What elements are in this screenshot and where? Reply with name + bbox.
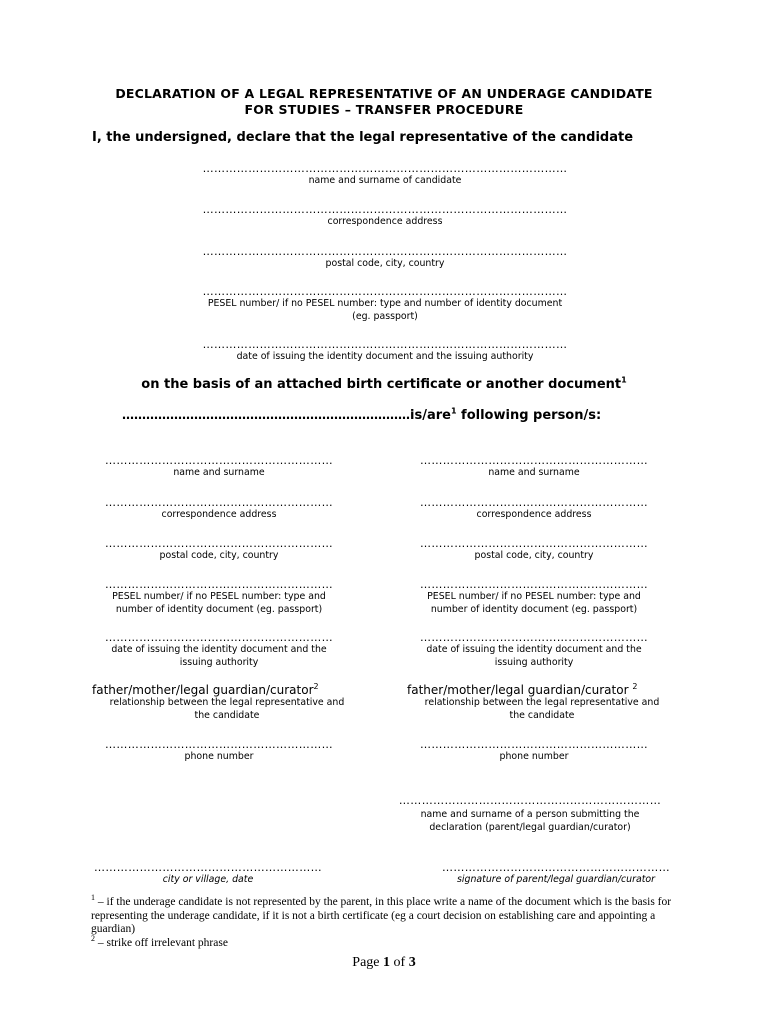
dotted-line: …………………………………………………… <box>105 632 333 644</box>
field-caption: PESEL number/ if no PESEL number: type and <box>112 591 326 602</box>
rep1-phone-field[interactable] <box>92 739 346 764</box>
page-number <box>0 955 768 971</box>
rep2-phone-field[interactable] <box>407 739 661 764</box>
footnote-ref: 2 <box>313 682 319 691</box>
submitter-field[interactable] <box>385 795 675 834</box>
document-title <box>0 86 768 118</box>
following-tail: following person/s: <box>456 408 602 423</box>
footnote-mark: 1 <box>91 893 95 903</box>
candidate-pesel-field[interactable] <box>175 286 595 323</box>
field-caption: postal code, city, country <box>474 550 594 561</box>
footnote-ref: 1 <box>621 375 627 385</box>
dotted-line: …………………………………………………………… <box>398 795 662 807</box>
rep1-relation[interactable] <box>92 683 319 697</box>
place-date-field[interactable] <box>92 862 324 887</box>
field-caption-cont: issuing authority <box>179 656 259 668</box>
field-caption: city or village, date <box>162 874 254 885</box>
field-caption: correspondence address <box>161 509 277 520</box>
page-prefix: Page <box>352 955 384 970</box>
field-caption: name and surname <box>173 467 265 478</box>
title-line-2: FOR STUDIES – TRANSFER PROCEDURE <box>244 102 524 117</box>
rep1-address-field[interactable] <box>92 497 346 522</box>
dotted-line: …………………………………………………… <box>420 455 648 467</box>
field-caption: signature of parent/legal guardian/curator <box>457 874 655 885</box>
rep2-pesel-field[interactable] <box>407 579 661 616</box>
field-caption: correspondence address <box>476 509 592 520</box>
field-caption: postal code, city, country <box>325 258 445 269</box>
dotted-line: …………………………………………………………………………………… <box>202 286 568 298</box>
footnote-2 <box>91 933 681 951</box>
signature-field[interactable] <box>440 862 672 887</box>
candidate-name-field[interactable] <box>185 163 585 188</box>
rep2-relation-caption <box>407 697 677 722</box>
field-caption-cont: number of identity document (eg. passport) <box>115 603 323 615</box>
rep1-postal-field[interactable] <box>92 538 346 563</box>
footnote-1 <box>91 893 681 937</box>
dotted-line: …………………………………………………… <box>420 579 648 591</box>
footnote-ref: 2 <box>632 682 638 691</box>
basis-statement <box>0 377 768 392</box>
field-caption: correspondence address <box>327 216 443 227</box>
rep2-relation[interactable] <box>407 683 637 697</box>
field-caption: phone number <box>499 751 569 762</box>
field-caption: date of issuing the identity document and the <box>111 644 327 655</box>
dotted-line: …………………………………………………… <box>105 579 333 591</box>
dotted-line: …………………………………………………………………………………… <box>202 163 568 175</box>
field-caption: PESEL number/ if no PESEL number: type and number of identity document <box>207 298 563 309</box>
field-caption-cont: number of identity document (eg. passport) <box>430 603 638 615</box>
dotted-line: …………………………………………………… <box>105 497 333 509</box>
dotted-line: …………………………………………………… <box>94 862 322 874</box>
rep1-issue-field[interactable] <box>92 632 346 669</box>
dotted-line: …………………………………………………… <box>420 497 648 509</box>
field-caption-cont: the candidate <box>194 709 260 721</box>
following-text: is/are <box>410 408 451 423</box>
dotted-line: …………………………………………………… <box>105 538 333 550</box>
candidate-postal-field[interactable] <box>185 246 585 271</box>
dotted-line: …………………………………………………… <box>420 739 648 751</box>
field-caption: date of issuing the identity document and the issuing authority <box>236 351 534 362</box>
rep1-relation-caption <box>92 697 362 722</box>
relation-options: father/mother/legal guardian/curator <box>407 683 633 697</box>
footnotes <box>91 893 681 950</box>
dotted-line: …………………………………………………… <box>442 862 670 874</box>
field-caption: PESEL number/ if no PESEL number: type and <box>427 591 641 602</box>
field-caption-cont: (eg. passport) <box>352 310 418 322</box>
page-current: 1 <box>383 955 391 970</box>
dotted-line[interactable]: ……………………………………………………………… <box>122 408 410 422</box>
rep2-postal-field[interactable] <box>407 538 661 563</box>
rep1-pesel-field[interactable] <box>92 579 346 616</box>
page-total: 3 <box>408 955 416 970</box>
dotted-line: …………………………………………………… <box>420 538 648 550</box>
field-caption: postal code, city, country <box>159 550 279 561</box>
field-caption: name and surname of a person submitting the <box>420 809 640 820</box>
page-of: of <box>390 955 409 970</box>
footnote-text: – strike off irrelevant phrase <box>95 936 228 949</box>
field-caption-cont: declaration (parent/legal guardian/curator) <box>429 821 631 833</box>
field-caption: name and surname of candidate <box>308 175 462 186</box>
candidate-issue-field[interactable] <box>185 339 585 364</box>
footnote-text: – if the underage candidate is not represented by the parent, in this place write a name of the document which is the basis for representing the underage candidate, if it is not a birth certificate (eg a court decision on establishing care and appointing a guardian) <box>91 896 672 935</box>
relation-options: father/mother/legal guardian/curator <box>92 683 314 697</box>
footnote-ref: 1 <box>450 406 457 416</box>
field-caption: name and surname <box>488 467 580 478</box>
field-caption-cont: the candidate <box>509 709 575 721</box>
rep1-name-field[interactable] <box>92 455 346 480</box>
dotted-line: …………………………………………………………………………………… <box>202 204 568 216</box>
field-caption-cont: issuing authority <box>494 656 574 668</box>
title-line-1: DECLARATION OF A LEGAL REPRESENTATIVE OF AN UNDERAGE CANDIDATE <box>115 86 653 101</box>
field-caption: date of issuing the identity document and the <box>426 644 642 655</box>
basis-text: on the basis of an attached birth certificate or another document <box>141 377 622 392</box>
field-caption: phone number <box>184 751 254 762</box>
rep2-issue-field[interactable] <box>407 632 661 669</box>
rep2-name-field[interactable] <box>407 455 661 480</box>
following-persons-line <box>122 408 601 423</box>
footnote-mark: 2 <box>91 933 95 943</box>
dotted-line: …………………………………………………… <box>105 739 333 751</box>
dotted-line: …………………………………………………………………………………… <box>202 339 568 351</box>
field-caption: relationship between the legal representative and <box>109 697 345 708</box>
dotted-line: …………………………………………………… <box>420 632 648 644</box>
rep2-address-field[interactable] <box>407 497 661 522</box>
dotted-line: …………………………………………………………………………………… <box>202 246 568 258</box>
intro-statement: I, the undersigned, declare that the legal representative of the candidate <box>92 130 634 145</box>
dotted-line: …………………………………………………… <box>105 455 333 467</box>
candidate-address-field[interactable] <box>185 204 585 229</box>
field-caption: relationship between the legal representative and <box>424 697 660 708</box>
